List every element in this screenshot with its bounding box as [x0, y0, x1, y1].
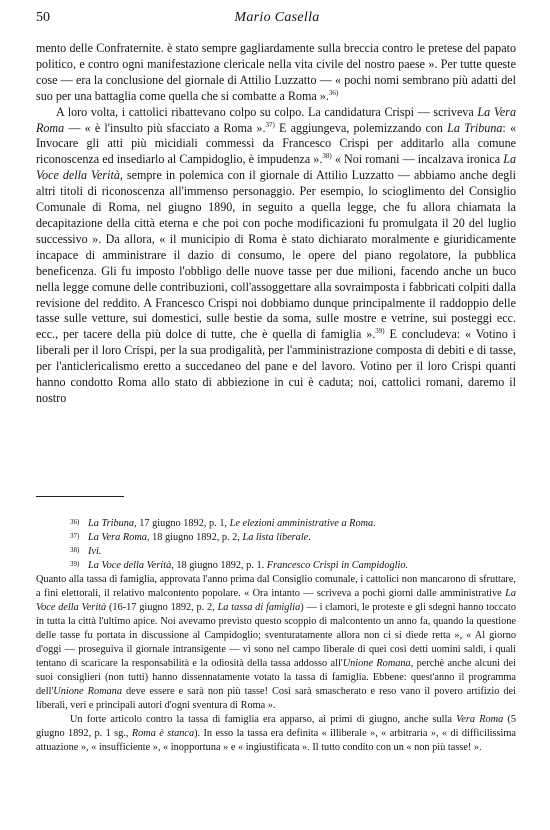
text-run: Quanto alla tassa di famiglia, approvata l'anno prima dal Consiglio comunale, i cattolici non mancarono di sfruttare, a fini elettorali, il relativo malcontento popolare. « Ora intanto — scriveva a pochi giorni dalle amministrative: [36, 574, 516, 599]
text-run: ). In esso la tassa era definita « illiberale », « arbitraria », « di difficilissima attuazione », « insufficiente », « inopportuna » e « ingiustificata ». Il tutto condito con un « non più tasse! ».: [36, 728, 516, 753]
italic-text: La Vera Roma: [88, 532, 147, 543]
footnote-number: 38): [70, 546, 80, 554]
italic-text: La lista liberale.: [242, 532, 311, 543]
text-run: (16-17 giugno 1892, p. 2,: [106, 602, 218, 613]
footnote-text: [70, 517, 516, 531]
footnote-number: 39): [70, 560, 80, 568]
text-run: A loro volta, i cattolici ribattevano colpo su colpo. La candidatura Crispi — scriveva: [56, 104, 478, 119]
italic-text: La Tribuna: [88, 518, 135, 529]
footnote-36: [36, 517, 516, 531]
text-run: , 18 giugno 1892, p. 2,: [146, 532, 243, 543]
footnote-38: [36, 545, 516, 559]
italic-text: Vera Roma: [456, 714, 504, 725]
italic-text: La Voce della Verità: [36, 588, 516, 613]
footnote-number: 37): [70, 532, 80, 540]
footnote-39-continuation: [36, 573, 516, 713]
main-text: [36, 41, 516, 407]
footnote-number: 36): [70, 518, 80, 526]
footnote-ref: 39): [375, 327, 385, 336]
footnote-ref: 36): [328, 88, 339, 97]
text-run: , sempre in polemica con il giornale di Attilio Luzzatto — abbiamo anche degli altri titoli di riconoscenza all'immenso personaggio. Per esempio, lo scioglimento del Consiglio Comunale di Roma, nel giugno 1890, in seguito a quella legge, che fu allora chiamata la decapitazione della città eterna e che poi con poche modificazioni fu promulgata il 20 del luglio successivo ». Da allora, « il municipio di Roma è stato dichiarato moralmente e giuridicamente incapace di amministrare il dazio di consumo, le opere del piano regolatore, la pubblica beneficenza. Gli fu imposto l'obbligo delle nuove tasse per due milioni, facendo anche un buco nella legge comune delle contribuzioni, coll'assoggettare alla sovraimposta i fabbricati colpiti dalla revisione del reddito. A Francesco Crispi noi dobbiamo dunque principalmente il raddoppio delle tasse sulle vetture, sui domestici, sulle bestie da soma, sulle mostre e vetrine, sui posteggi ecc. ecc., per tacere della più dolce di tutte, che è quella di famiglia ».: [36, 168, 516, 342]
footnote-ref: 38): [322, 152, 332, 161]
footnote-ref: 37): [265, 120, 275, 129]
italic-text: Francesco Crispi in Campidoglio.: [266, 560, 409, 571]
footnote-37: [36, 531, 516, 545]
italic-text: Ivi.: [88, 546, 102, 557]
text-run: E aggiungeva, polemizzando con: [274, 120, 448, 135]
page-header: [36, 10, 518, 28]
body-paragraph-1: [36, 41, 516, 105]
text-run: deve essere e sarà non più tasse! Così sarà smascherato e reso vano il povero artifizio dei liberali, veri e principali autori d'ogni sventura di Roma ».: [36, 686, 516, 711]
text-run: E concludeva: « Votino i liberali per il loro Crispi, per la sua prodigalità, per l'amministrazione composta di debiti e di tasse, per l'anticlericalismo eretto a succedaneo del pane e del lavoro. Votino per il loro Crispi quanti hanno condotto Roma allo stato di abbiezione in cui è caduta; noi, cattolici romani, daremo il nostro: [36, 327, 516, 405]
page-number: 50: [36, 10, 50, 25]
footnote-39-additional: [36, 713, 516, 755]
italic-text: Roma è stanca: [131, 728, 195, 739]
text-run: , 17 giugno 1892, p. 1,: [134, 518, 230, 529]
footnote-text: [70, 559, 516, 573]
italic-text: La Tribuna: [447, 120, 503, 135]
text-run: — « è l'insulto più sfacciato a Roma ».: [64, 120, 266, 135]
footnote-text: [70, 531, 516, 545]
italic-text: Le elezioni amministrative a Roma.: [229, 518, 376, 529]
text-run: « Noi romani — incalzava ironica: [331, 152, 504, 167]
body-paragraph-2: [36, 105, 516, 407]
footnote-text: [70, 545, 516, 559]
text-run: (5 giugno 1892, p. 1 sg.,: [36, 714, 516, 739]
footnote-39: [36, 559, 516, 573]
footnotes: [36, 517, 516, 755]
text-run: , 18 giugno 1892, p. 1.: [171, 560, 267, 571]
italic-text: La Voce della Verità: [36, 152, 517, 183]
text-run: ) — i clamori, le proteste e gli sdegni hanno toccato in tutta la città l'ultimo apice. Noi avevamo previsto questo scoppio di malcontento un anno fa, quando la questione delle tasse fu portata in discussione al Campidoglio; sventuratamente allora non ci si diede retta », « Al giorno d'oggi — proseguiva il giornale intransigente — vi sono nel campo liberale di quei così detti uomini saldi, i quali tentano di scaricare la responsabilità e la odiosità della tassa addosso all': [36, 602, 516, 669]
text-run: mento delle Confraternite. è stato sempre gagliardamente sulla breccia contro le pretese del papato politico, e contro ogni manifestazione clericale nella vita civile del nostro paese ». Per tutte queste cose — era la conclusione del giornale di Attilio Luzzatto — « pochi nomi sembrano più adatti del suo per una battaglia come quella che si combatte a Roma ».: [36, 41, 516, 103]
footnote-separator: [36, 496, 124, 497]
italic-text: La tassa di famiglia: [217, 602, 301, 613]
italic-text: Unione Romana: [53, 686, 122, 697]
italic-text: Unione Romana: [342, 658, 411, 669]
italic-text: La Vera Roma: [36, 104, 516, 135]
text-run: , perchè anche alcuni dei suoi consiglieri (non tutti) hanno dissennatamente votato la tassa di famiglia. Ebbene: quest'anno il programma dell': [36, 658, 516, 697]
italic-text: La Voce della Verità: [88, 560, 172, 571]
text-run: : « Invocare gli atti più micidiali commessi da Francesco Crispi per additarlo alla comune riconoscenza ed insediarlo al Campidoglio, è impudenza ».: [36, 120, 517, 167]
text-run: Un forte articolo contro la tassa di famiglia era apparso, ai primi di giugno, anche sulla: [70, 714, 457, 725]
running-head: Mario Casella: [234, 10, 320, 25]
